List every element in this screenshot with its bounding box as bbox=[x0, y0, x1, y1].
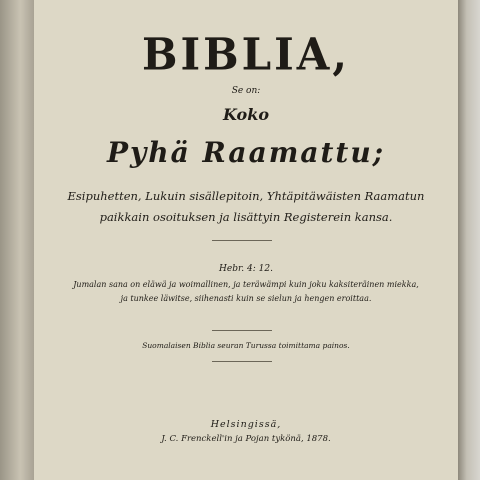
publisher-line: J. C. Frenckell'in ja Pojan tykönä, 1878. bbox=[161, 434, 331, 444]
subtitle-koko: Koko bbox=[223, 105, 269, 124]
publication-city: Helsingissä, bbox=[210, 419, 282, 430]
title-page bbox=[34, 0, 458, 480]
divider bbox=[212, 240, 272, 241]
divider bbox=[212, 330, 272, 331]
scripture-quote bbox=[34, 278, 458, 306]
page-stack-edge bbox=[458, 0, 480, 480]
book-spine-edge bbox=[0, 0, 34, 480]
divider bbox=[212, 361, 272, 362]
description-line: paikkain osoituksen ja lisättyin Registerein kansa. bbox=[99, 210, 393, 224]
description-line: Esipuhetten, Lukuin sisällepitoin, Yhtäpitäwäisten Raamatun bbox=[67, 189, 425, 203]
description bbox=[34, 186, 458, 228]
quote-line: Jumalan sana on eläwä ja woimallinen, ja teräwämpi kuin joku kaksiteräinen miekka, bbox=[73, 280, 419, 289]
scripture-reference: Hebr. 4: 12. bbox=[219, 264, 273, 274]
subtitle-intro: Se on: bbox=[231, 86, 261, 96]
edition-note: Suomalaisen Biblia seuran Turussa toimittama painos. bbox=[142, 341, 350, 350]
main-title: Pyhä Raamattu; bbox=[106, 136, 386, 169]
quote-line: ja tunkee läwitse, siihenasti kuin se sielun ja hengen eroittaa. bbox=[120, 294, 372, 303]
book-title: BIBLIA, bbox=[141, 28, 351, 81]
